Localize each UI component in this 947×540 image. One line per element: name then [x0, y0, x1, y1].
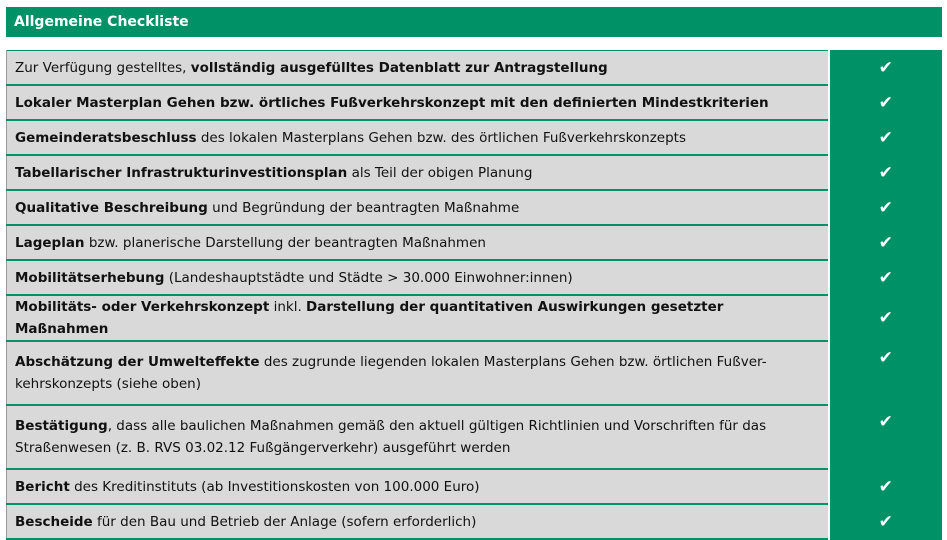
checklist-row	[7, 225, 943, 260]
row-text: Zur Verfügung gestelltes, vollständig ausgefülltes Datenblatt zur Antragstellung	[7, 51, 829, 86]
row-text: Abschätzung der Umwelteffekte des zugrunde liegenden lokalen Masterplans Gehen bzw. örtlichen Fußver-kehrskonzepts (siehe oben)	[7, 341, 829, 405]
checklist-header	[6, 7, 942, 37]
checklist-row	[7, 405, 943, 469]
checkmark-icon: ✔	[829, 295, 943, 341]
checkmark-icon: ✔	[829, 155, 943, 190]
row-text: Bestätigung, dass alle baulichen Maßnahmen gemäß den aktuell gültigen Richtlinien und Vorschriften für das Straßenwesen (z. B. RVS 03.02.12 Fußgängerverkehr) ausgeführt werden	[7, 405, 829, 469]
checklist-row	[7, 295, 943, 341]
checklist-row	[7, 155, 943, 190]
row-text: Lokaler Masterplan Gehen bzw. örtliches Fußverkehrskonzept mit den definierten Mindestkriterien	[7, 85, 829, 120]
checklist-row	[7, 190, 943, 225]
checkmark-icon: ✔	[829, 260, 943, 295]
row-text: Mobilitätserhebung (Landeshauptstädte und Städte > 30.000 Einwohner:innen)	[7, 260, 829, 295]
checklist-row	[7, 51, 943, 86]
row-text: Qualitative Beschreibung und Begründung der beantragten Maßnahme	[7, 190, 829, 225]
checklist-row	[7, 469, 943, 504]
checklist-row	[7, 85, 943, 120]
checklist-row	[7, 260, 943, 295]
checklist-row	[7, 120, 943, 155]
checklist-table	[6, 50, 942, 540]
checkmark-icon: ✔	[829, 51, 943, 86]
checkmark-icon: ✔	[829, 469, 943, 504]
checkmark-icon: ✔	[829, 190, 943, 225]
checkmark-icon: ✔	[829, 405, 943, 469]
checkmark-icon: ✔	[829, 85, 943, 120]
checkmark-icon: ✔	[829, 504, 943, 539]
checklist-row	[7, 504, 943, 539]
row-text: Bericht des Kreditinstituts (ab Investitionskosten von 100.000 Euro)	[7, 469, 829, 504]
checklist-row	[7, 341, 943, 405]
checklist-title: Allgemeine Checkliste	[14, 14, 189, 30]
checkmark-icon: ✔	[829, 341, 943, 405]
row-text: Mobilitäts- oder Verkehrskonzept inkl. Darstellung der quantitativen Auswirkungen gesetzter Maßnahmen	[7, 295, 829, 341]
checkmark-icon: ✔	[829, 225, 943, 260]
row-text: Tabellarischer Infrastrukturinvestitionsplan als Teil der obigen Planung	[7, 155, 829, 190]
row-text: Gemeinderatsbeschluss des lokalen Masterplans Gehen bzw. des örtlichen Fußverkehrskonzepts	[7, 120, 829, 155]
row-text: Bescheide für den Bau und Betrieb der Anlage (sofern erforderlich)	[7, 504, 829, 539]
checkmark-icon: ✔	[829, 120, 943, 155]
row-text: Lageplan bzw. planerische Darstellung der beantragten Maßnahmen	[7, 225, 829, 260]
